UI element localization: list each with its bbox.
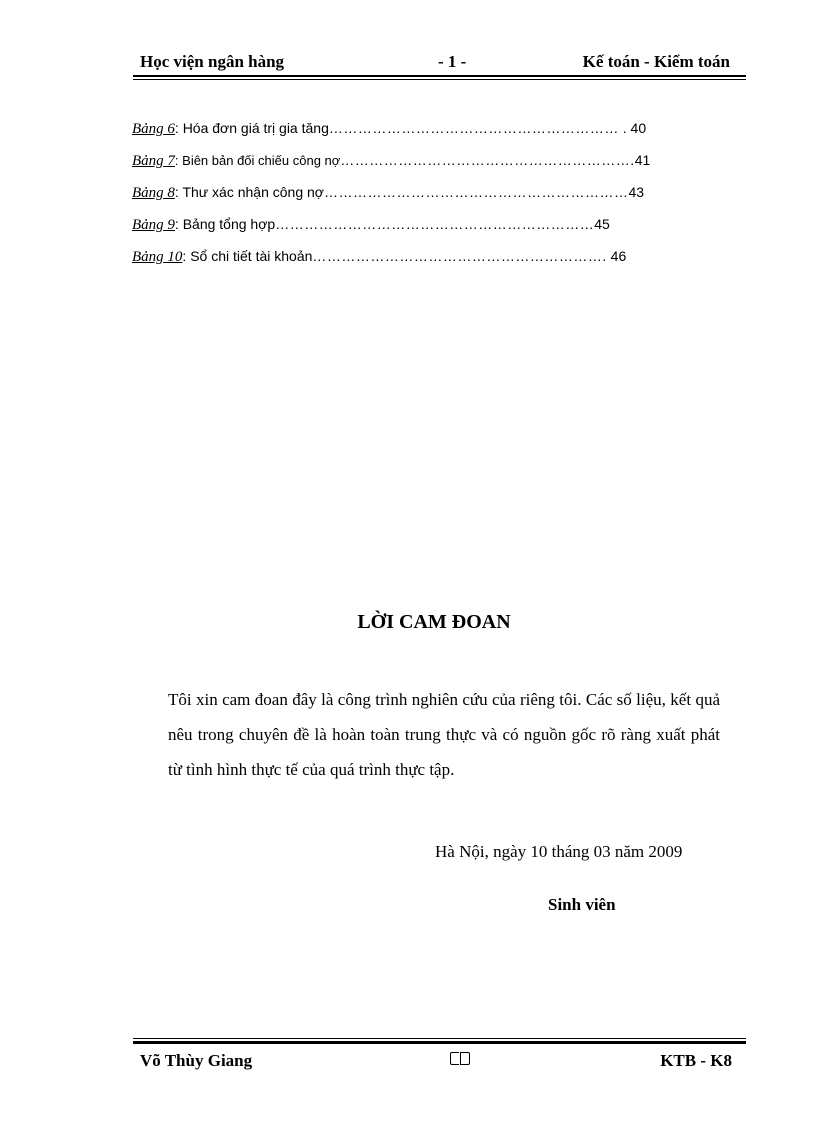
toc-entry — [132, 120, 732, 152]
footer-rule-thin — [133, 1038, 746, 1039]
page-header — [140, 52, 746, 74]
toc-entry — [132, 184, 732, 216]
toc-title: : Hóa đơn giá trị gia tăng — [174, 120, 329, 136]
toc-label: Bảng 6 — [132, 121, 175, 137]
toc-page: 41 — [634, 152, 651, 168]
table-of-contents — [132, 120, 732, 280]
toc-label: Bảng 9 — [132, 217, 175, 233]
toc-entry — [132, 216, 732, 248]
toc-leader: ……………………………………………………… — [323, 184, 629, 200]
toc-page: . 40 — [618, 120, 647, 136]
declaration-paragraph: Tôi xin cam đoan đây là công trình nghiên cứu của riêng tôi. Các số liệu, kết quả nêu trong chuyên đề là hoàn toàn trung thực và có nguồn gốc rõ ràng xuất phát từ tình hình thực tế của quá trình thực tập. — [168, 690, 720, 779]
toc-title: : Biên bản đối chiếu công nợ — [174, 153, 341, 168]
toc-page: 46 — [606, 248, 627, 264]
header-page-number: - 1 - — [438, 52, 467, 71]
toc-label: Bảng 7 — [132, 153, 175, 169]
book-icon — [450, 1051, 470, 1070]
toc-leader: …………………………………………………… — [328, 120, 619, 136]
footer-author: Võ Thùy Giang — [140, 1051, 253, 1070]
toc-label: Bảng 10 — [132, 249, 183, 265]
footer-class: KTB - K8 — [660, 1051, 732, 1070]
toc-title: : Sổ chi tiết tài khoản — [182, 248, 313, 264]
page-footer — [140, 1051, 732, 1073]
toc-leader: ……………………………………………………. — [340, 152, 635, 168]
section-title: LỜI CAM ĐOAN — [357, 611, 511, 633]
toc-title: : Thư xác nhận công nợ — [174, 184, 324, 200]
toc-leader: ……………………………………………………. — [312, 248, 607, 264]
footer-rule-thick — [133, 1041, 746, 1044]
header-rule-thick — [133, 75, 746, 77]
toc-leader: ………………………………………………………… — [275, 216, 595, 232]
header-department: Kế toán - Kiểm toán — [582, 52, 730, 71]
toc-page: 45 — [594, 216, 610, 232]
header-institution: Học viện ngân hàng — [140, 52, 285, 71]
toc-entry — [132, 248, 732, 280]
signing-date: Hà Nội, ngày 10 tháng 03 năm 2009 — [435, 842, 683, 861]
signer-label: Sinh viên — [548, 895, 616, 914]
toc-page: 43 — [628, 184, 645, 200]
header-rule-thin — [133, 79, 746, 80]
toc-title: : Bảng tổng hợp — [174, 216, 276, 232]
toc-label: Bảng 8 — [132, 185, 175, 201]
toc-entry — [132, 152, 732, 184]
